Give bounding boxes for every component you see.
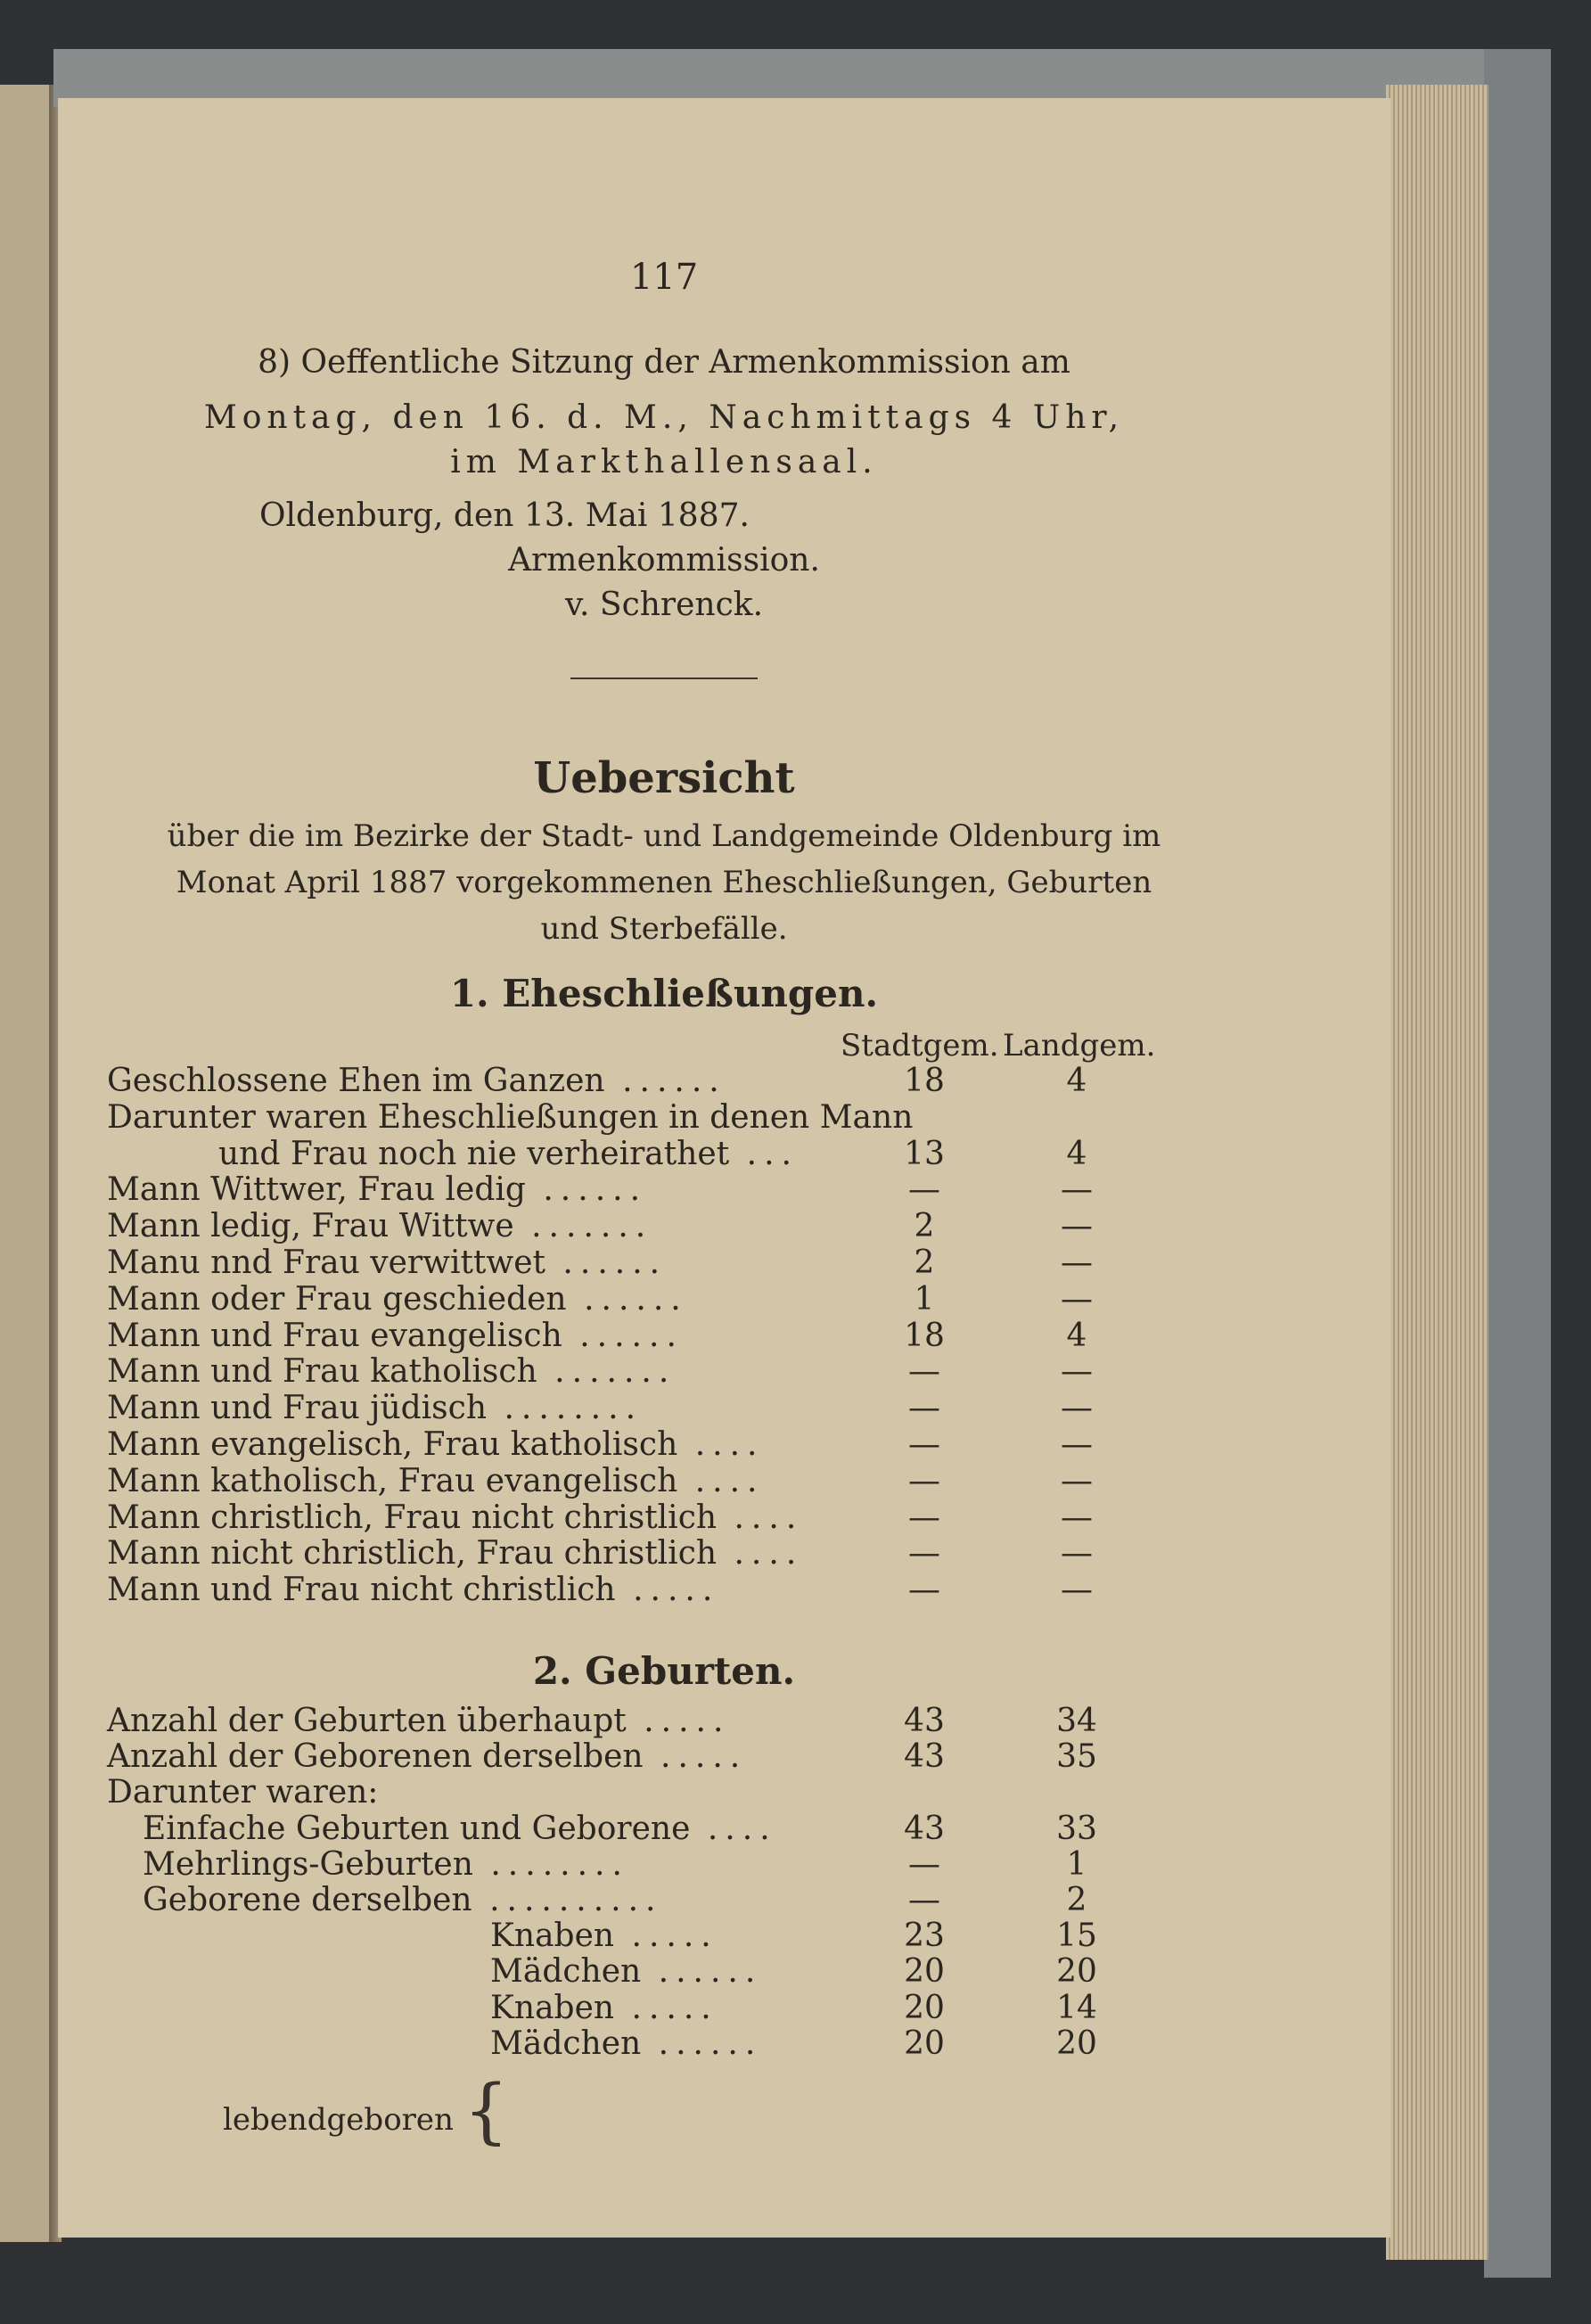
section1-heading: 1. Eheschließungen. — [449, 972, 879, 1015]
table-row-label — [143, 1846, 629, 1883]
table-row-label — [107, 1426, 764, 1463]
leader-dots: ...... — [562, 1317, 684, 1354]
overview-title: Uebersicht — [533, 753, 795, 803]
landgem-value: — — [1061, 1280, 1093, 1318]
brace-glyph: { — [463, 2069, 509, 2152]
leader-dots: ...... — [641, 2024, 763, 2062]
stadtgem-value: — — [908, 1353, 940, 1391]
leader-dots: ..... — [615, 1572, 720, 1609]
row-label-text: Mann oder Frau geschieden — [107, 1280, 567, 1318]
row-label-text: Geschlossene Ehen im Ganzen — [107, 1063, 605, 1099]
leader-dots: .... — [717, 1499, 804, 1536]
leader-dots: ... — [729, 1135, 799, 1172]
leader-dots: .... — [677, 1426, 765, 1463]
leader-dots: ....... — [513, 1208, 653, 1245]
table-row-label — [107, 1063, 726, 1099]
stadtgem-value: — — [908, 1845, 940, 1883]
leader-dots: ..... — [643, 1738, 748, 1776]
landgem-value: — — [1061, 1426, 1093, 1463]
leader-dots: ...... — [525, 1171, 648, 1209]
notice-line-3: im Markthallensaal. — [450, 444, 878, 480]
table-row-label — [107, 1244, 667, 1281]
landgem-value: — — [1061, 1499, 1093, 1536]
book-page — [58, 98, 1390, 2238]
row-label-text: Mann christlich, Frau nicht christlich — [107, 1499, 718, 1536]
row-label-text: und Frau noch nie verheirathet — [218, 1135, 730, 1172]
table-row-label — [107, 1390, 643, 1426]
row-label-text: Darunter waren: — [107, 1774, 379, 1811]
stadtgem-value: 2 — [914, 1208, 935, 1245]
leader-dots: ..... — [614, 1918, 718, 1955]
landgem-value: 14 — [1056, 1989, 1097, 2026]
notice-line-1: 8) Oeffentliche Sitzung der Armenkommission am — [258, 344, 1070, 381]
column-header-stadt: Stadtgem. — [841, 1028, 999, 1063]
table-row-label — [490, 1990, 718, 2026]
table-row-label — [107, 1572, 719, 1608]
landgem-value: 4 — [1066, 1063, 1087, 1099]
stadtgem-value: — — [908, 1882, 940, 1918]
table-row-label — [107, 1463, 764, 1499]
landgem-value: — — [1061, 1353, 1093, 1391]
row-label-text: Mann und Frau evangelisch — [107, 1317, 562, 1354]
table-row-label — [107, 1171, 647, 1208]
overview-line-3: und Sterbefälle. — [540, 911, 788, 947]
table-row-label — [107, 1535, 803, 1572]
leader-dots: .... — [717, 1535, 804, 1573]
landgem-value: — — [1061, 1535, 1093, 1573]
table-row-label — [107, 1099, 913, 1136]
leader-dots: ....... — [537, 1353, 677, 1391]
row-label-text: Anzahl der Geborenen derselben — [107, 1738, 644, 1776]
row-label-text: Mann evangelisch, Frau katholisch — [107, 1426, 678, 1463]
landgem-value: 1 — [1066, 1845, 1087, 1883]
table-row-label — [218, 1136, 799, 1172]
stadtgem-value: 20 — [904, 1953, 945, 1991]
stadtgem-value: 20 — [904, 2024, 945, 2062]
row-label-text: Mehrlings-Geburten — [143, 1845, 473, 1883]
leader-dots: ...... — [545, 1244, 668, 1281]
landgem-value: — — [1061, 1244, 1093, 1281]
stadtgem-value: — — [908, 1426, 940, 1463]
table-row-label — [107, 1208, 652, 1244]
stadtgem-value: — — [908, 1462, 940, 1499]
stadtgem-value: 20 — [904, 1989, 945, 2026]
row-label-text: Mädchen — [490, 2024, 642, 2062]
stadtgem-value: — — [908, 1535, 940, 1573]
row-label-text: Knaben — [490, 1989, 615, 2026]
page-edges — [1386, 85, 1488, 2260]
row-label-text: Mann Wittwer, Frau ledig — [107, 1171, 526, 1209]
row-label-text: Mann und Frau katholisch — [107, 1353, 537, 1391]
section2-heading: 2. Geburten. — [532, 1649, 796, 1693]
overview-line-2: Monat April 1887 vorgekommenen Eheschließungen, Geburten — [176, 865, 1152, 900]
table-row-label — [107, 1281, 688, 1318]
column-header-land: Landgem. — [1003, 1028, 1156, 1063]
table-row-label — [107, 1353, 676, 1390]
leader-dots: .......... — [472, 1882, 663, 1918]
row-label-text: Mann katholisch, Frau evangelisch — [107, 1462, 678, 1499]
left-page-edge — [0, 85, 55, 2242]
notice-dateline: Oldenburg, den 13. Mai 1887. — [259, 497, 750, 534]
table-row-label — [143, 1882, 663, 1918]
table-row-label — [490, 1953, 762, 1990]
leader-dots: ..... — [614, 1989, 718, 2026]
leader-dots: ...... — [566, 1280, 688, 1318]
stadtgem-value: — — [908, 1171, 940, 1209]
stadtgem-value: 18 — [904, 1063, 945, 1099]
landgem-value: 15 — [1056, 1918, 1097, 1955]
row-label-text: Anzahl der Geburten überhaupt — [107, 1703, 627, 1739]
stadtgem-value: 43 — [904, 1738, 945, 1776]
table-row-label — [143, 1811, 777, 1847]
row-label-text: Mann und Frau nicht christlich — [107, 1572, 616, 1609]
overview-line-1: über die im Bezirke der Stadt- und Landgemeinde Oldenburg im — [167, 818, 1161, 854]
landgem-value: 4 — [1066, 1135, 1087, 1172]
row-label-text: Mann ledig, Frau Wittwe — [107, 1208, 514, 1245]
landgem-value: 35 — [1056, 1738, 1097, 1776]
stadtgem-value: 43 — [904, 1810, 945, 1847]
table-row-label — [107, 1738, 747, 1775]
notice-signature: v. Schrenck. — [564, 587, 764, 623]
row-label-text: Manu nnd Frau verwittwet — [107, 1244, 545, 1281]
stadtgem-value: 1 — [914, 1280, 935, 1318]
stadtgem-value: 2 — [914, 1244, 935, 1281]
row-label-text: Mann und Frau jüdisch — [107, 1390, 488, 1427]
row-label-text: Geborene derselben — [143, 1882, 472, 1918]
row-label-text: Einfache Geburten und Geborene — [143, 1810, 691, 1847]
table-row-label — [490, 1918, 718, 1954]
leader-dots: ........ — [472, 1845, 629, 1883]
lebendgeboren-label: lebendgeboren — [223, 2102, 454, 2138]
page-number: 117 — [629, 257, 699, 298]
leader-dots: ........ — [487, 1390, 644, 1427]
divider-rule — [570, 677, 758, 679]
table-row-label — [107, 1318, 684, 1354]
table-row-label — [107, 1499, 803, 1536]
landgem-value: — — [1061, 1462, 1093, 1499]
row-label-text: Knaben — [490, 1918, 615, 1955]
leader-dots: ..... — [626, 1703, 731, 1739]
leader-dots: ...... — [604, 1063, 726, 1099]
table-row-label — [490, 2025, 762, 2062]
stadtgem-value: — — [908, 1572, 940, 1609]
landgem-value: — — [1061, 1572, 1093, 1609]
leader-dots: .... — [690, 1810, 777, 1847]
book-cover-right — [1484, 49, 1551, 2278]
landgem-value: 4 — [1066, 1317, 1087, 1354]
landgem-value: 20 — [1056, 2024, 1097, 2062]
table-row-label — [107, 1703, 730, 1739]
landgem-value: — — [1061, 1171, 1093, 1209]
leader-dots: ...... — [641, 1953, 763, 1991]
stadtgem-value: 43 — [904, 1703, 945, 1739]
row-label-text: Darunter waren Eheschließungen in denen Mann — [107, 1098, 914, 1136]
notice-organization: Armenkommission. — [508, 542, 820, 579]
landgem-value: — — [1061, 1390, 1093, 1427]
stadtgem-value: — — [908, 1390, 940, 1427]
leader-dots: .... — [677, 1462, 765, 1499]
notice-line-2: Montag, den 16. d. M., Nachmittags 4 Uhr, — [203, 399, 1125, 436]
stadtgem-value: 18 — [904, 1317, 945, 1354]
landgem-value: 2 — [1066, 1882, 1087, 1918]
stadtgem-value: — — [908, 1499, 940, 1536]
landgem-value: 34 — [1056, 1703, 1097, 1739]
table-row-label — [107, 1774, 378, 1811]
landgem-value: — — [1061, 1208, 1093, 1245]
landgem-value: 33 — [1056, 1810, 1097, 1847]
row-label-text: Mann nicht christlich, Frau christlich — [107, 1535, 718, 1573]
row-label-text: Mädchen — [490, 1953, 642, 1991]
stadtgem-value: 13 — [904, 1135, 945, 1172]
landgem-value: 20 — [1056, 1953, 1097, 1991]
stadtgem-value: 23 — [904, 1918, 945, 1955]
